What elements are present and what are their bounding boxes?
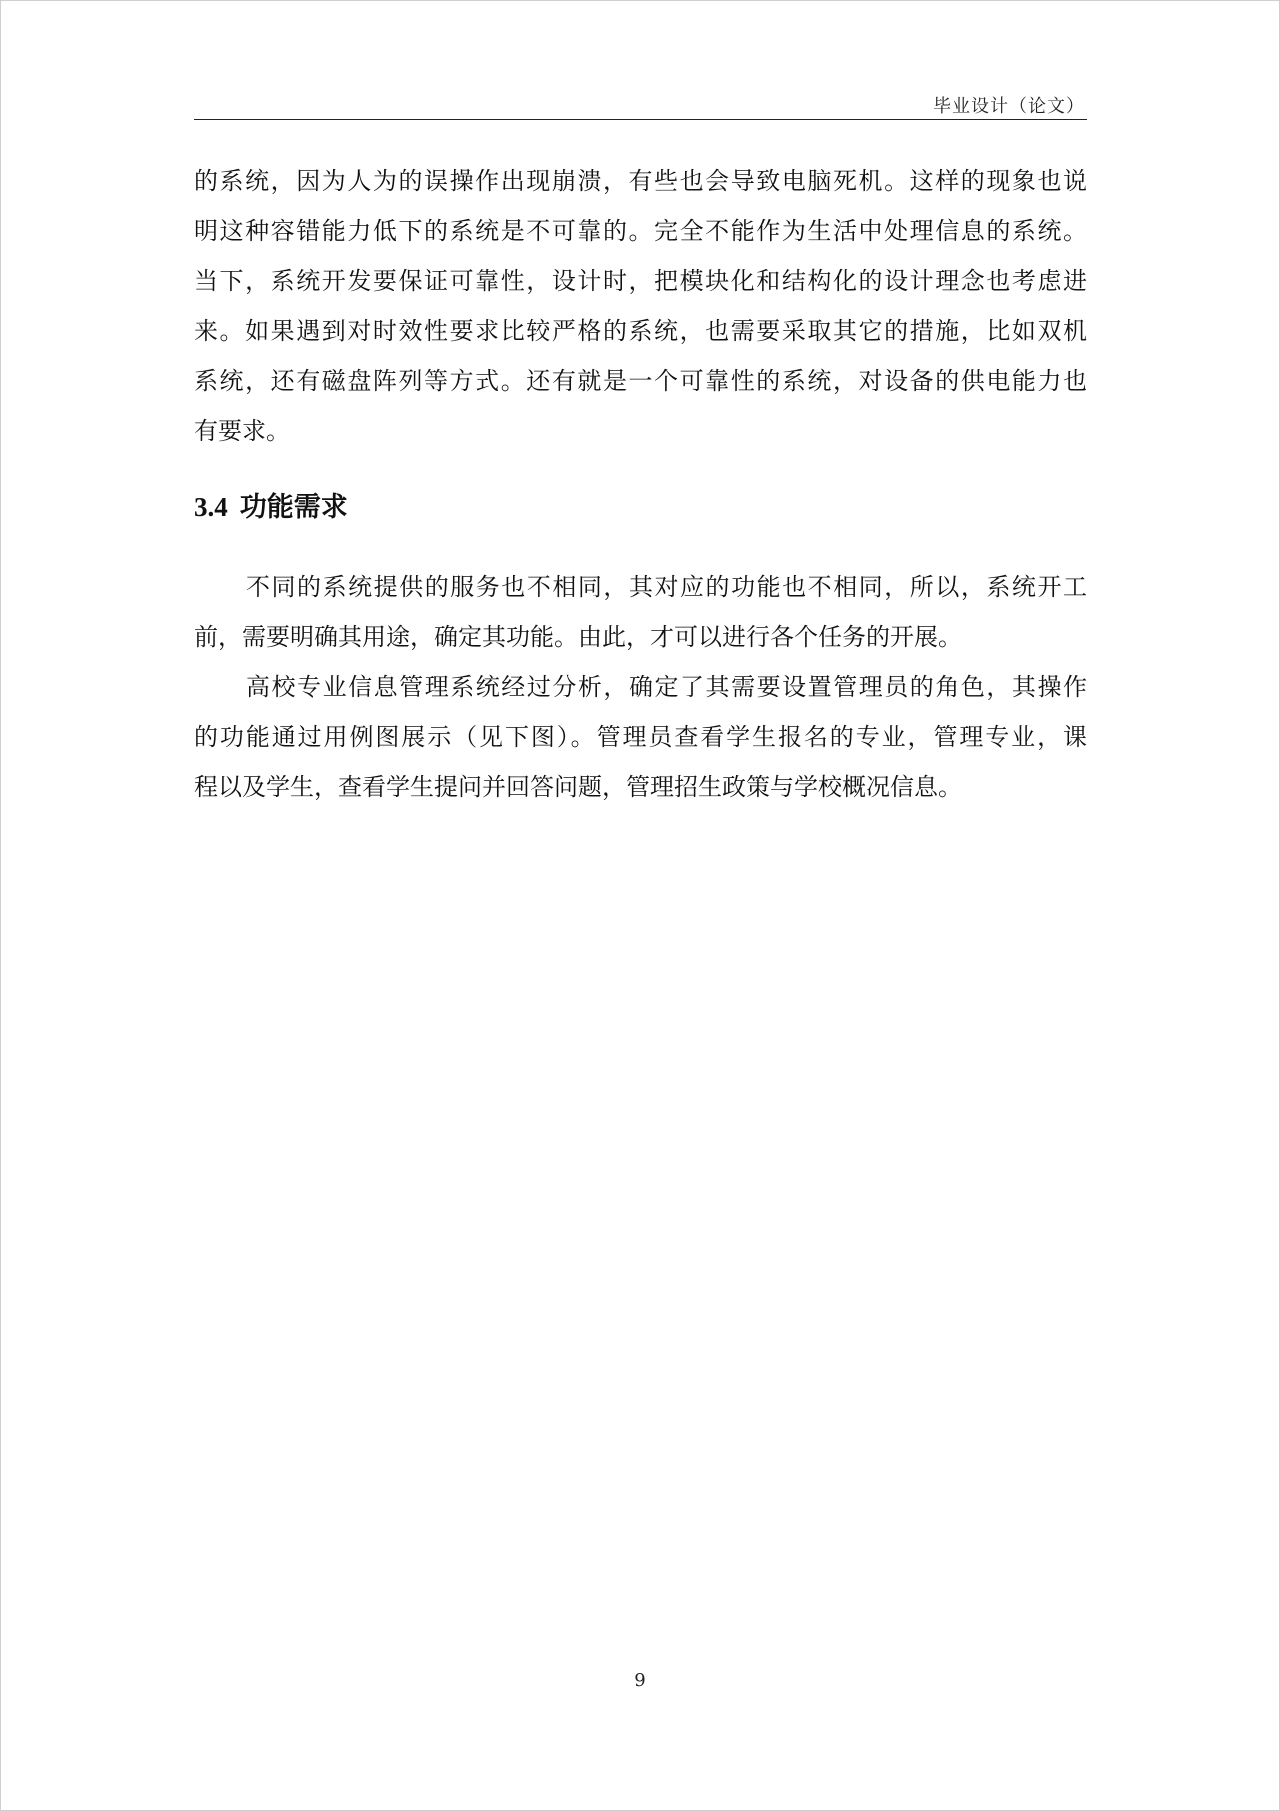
paragraph-line: 不同的系统提供的服务也不相同，其对应的功能也不相同，所以，系统开工 bbox=[246, 573, 1087, 601]
section-number: 3.4 bbox=[194, 492, 228, 522]
paragraph-line: 系统，还有磁盘阵列等方式。还有就是一个可靠性的系统，对设备的供电能力也 bbox=[194, 367, 1087, 395]
paragraph-line: 当下，系统开发要保证可靠性，设计时，把模块化和结构化的设计理念也考虑进 bbox=[194, 267, 1087, 295]
paragraph-line: 的系统，因为人为的误操作出现崩溃，有些也会导致电脑死机。这样的现象也说 bbox=[194, 167, 1087, 195]
paragraph-line: 程以及学生，查看学生提问并回答问题，管理招生政策与学校概况信息。 bbox=[194, 773, 962, 801]
section-heading bbox=[194, 482, 1087, 532]
paragraph-line: 前，需要明确其用途，确定其功能。由此，才可以进行各个任务的开展。 bbox=[194, 623, 962, 651]
page-header bbox=[194, 88, 1087, 120]
paragraph-line: 明这种容错能力低下的系统是不可靠的。完全不能作为生活中处理信息的系统。 bbox=[194, 217, 1087, 245]
continuation-paragraph bbox=[194, 156, 1087, 456]
header-title: 毕业设计（论文） bbox=[933, 96, 1085, 117]
paragraph-2 bbox=[194, 662, 1087, 812]
paragraph-line: 来。如果遇到对时效性要求比较严格的系统，也需要采取其它的措施，比如双机 bbox=[194, 317, 1087, 345]
paragraph-line: 的功能通过用例图展示（见下图）。管理员查看学生报名的专业，管理专业，课 bbox=[194, 723, 1087, 751]
section-title: 功能需求 bbox=[239, 492, 348, 523]
page-number: 9 bbox=[634, 1670, 646, 1691]
page-content bbox=[194, 156, 1087, 812]
paragraph-line: 有要求。 bbox=[194, 417, 290, 445]
paragraph-line: 高校专业信息管理系统经过分析，确定了其需要设置管理员的角色，其操作 bbox=[246, 673, 1087, 701]
paragraph-1 bbox=[194, 562, 1087, 662]
